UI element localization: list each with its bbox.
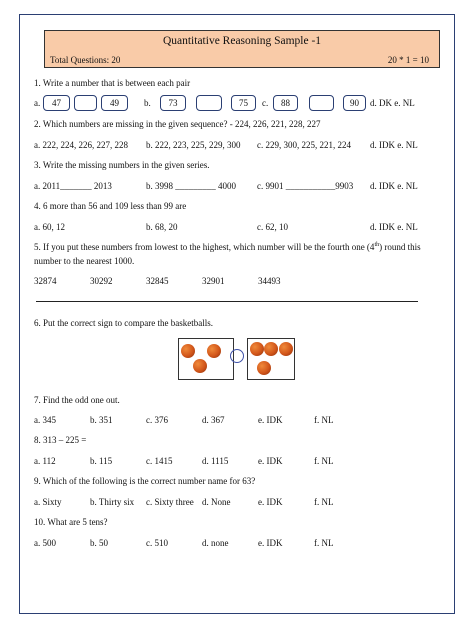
basketball-icon bbox=[279, 342, 293, 356]
q10-option: b. 50 bbox=[90, 538, 108, 548]
q2-option-c: c. 229, 300, 225, 221, 224 bbox=[257, 140, 351, 150]
q1-a-answer-box[interactable] bbox=[74, 95, 97, 111]
q9-option: f. NL bbox=[314, 497, 334, 507]
q7-option: a. 345 bbox=[34, 415, 56, 425]
q1-other-options: d. DK e. NL bbox=[370, 98, 415, 108]
q3-option-c: c. 9901 ___________9903 bbox=[257, 181, 354, 191]
q5-prompt-line2: number to the nearest 1000. bbox=[34, 256, 135, 266]
q8-option: e. IDK bbox=[258, 456, 283, 466]
q1-b-label: b. bbox=[144, 98, 151, 108]
q10-option: a. 500 bbox=[34, 538, 56, 548]
q2-option-b: b. 222, 223, 225, 229, 300 bbox=[146, 140, 241, 150]
q3-option-d: d. IDK e. NL bbox=[370, 181, 418, 191]
basketball-icon bbox=[207, 344, 221, 358]
q1-b-answer-box[interactable] bbox=[196, 95, 222, 111]
q4-prompt: 4. 6 more than 56 and 109 less than 99 are bbox=[34, 201, 187, 211]
q5-number: 34493 bbox=[258, 276, 281, 286]
q4-option-b: b. 68, 20 bbox=[146, 222, 178, 232]
q9-option: b. Thirty six bbox=[90, 497, 135, 507]
worksheet-title: Quantitative Reasoning Sample -1 bbox=[162, 35, 322, 47]
worksheet-header bbox=[44, 30, 440, 68]
q9-option: c. Sixty three bbox=[146, 497, 194, 507]
basketball-icon bbox=[181, 344, 195, 358]
q1-c-first-box: 88 bbox=[273, 95, 298, 111]
basketball-icon bbox=[257, 361, 271, 375]
q2-option-d: d. IDK e. NL bbox=[370, 140, 418, 150]
q5-prompt-tail: ) round this bbox=[379, 242, 421, 252]
q5-number: 30292 bbox=[90, 276, 113, 286]
q1-a-second-box: 49 bbox=[101, 95, 128, 111]
q5-prompt-text: 5. If you put these numbers from lowest to the highest, which number will be the fourth one (4 bbox=[34, 242, 375, 252]
q1-c-answer-box[interactable] bbox=[309, 95, 334, 111]
q5-number: 32874 bbox=[34, 276, 57, 286]
q5-number: 32901 bbox=[202, 276, 225, 286]
q1-c-label: c. bbox=[262, 98, 269, 108]
q1-a-first-box: 47 bbox=[43, 95, 70, 111]
q8-option: f. NL bbox=[314, 456, 334, 466]
q3-option-a: a. 2011_______ 2013 bbox=[34, 181, 112, 191]
q2-option-a: a. 222, 224, 226, 227, 228 bbox=[34, 140, 128, 150]
q9-prompt: 9. Which of the following is the correct number name for 63? bbox=[34, 476, 256, 486]
basketball-icon bbox=[250, 342, 264, 356]
q4-option-d: d. IDK e. NL bbox=[370, 222, 418, 232]
q8-option: d. 1115 bbox=[202, 456, 229, 466]
q4-option-a: a. 60, 12 bbox=[34, 222, 65, 232]
q1-c-second-box: 90 bbox=[343, 95, 366, 111]
q5-number: 32845 bbox=[146, 276, 169, 286]
q1-a-label: a. bbox=[34, 98, 41, 108]
q10-option: f. NL bbox=[314, 538, 334, 548]
q9-option: d. None bbox=[202, 497, 231, 507]
score-formula: 20 * 1 = 10 bbox=[387, 55, 429, 65]
q8-prompt: 8. 313 – 225 = bbox=[34, 435, 87, 445]
comparison-sign-circle[interactable] bbox=[230, 349, 244, 363]
q8-option: b. 115 bbox=[90, 456, 113, 466]
q10-prompt: 10. What are 5 tens? bbox=[34, 517, 108, 527]
basketball-icon bbox=[264, 342, 278, 356]
basketball-icon bbox=[193, 359, 207, 373]
q10-option: c. 510 bbox=[146, 538, 168, 548]
q7-option: f. NL bbox=[314, 415, 334, 425]
q7-option: b. 351 bbox=[90, 415, 113, 425]
q6-prompt: 6. Put the correct sign to compare the basketballs. bbox=[34, 318, 213, 328]
q1-prompt: 1. Write a number that is between each pair bbox=[34, 78, 191, 88]
left-basketball-box bbox=[178, 338, 234, 380]
q10-option: e. IDK bbox=[258, 538, 283, 548]
q8-option: c. 1415 bbox=[146, 456, 173, 466]
q7-prompt: 7. Find the odd one out. bbox=[34, 395, 120, 405]
q1-b-second-box: 75 bbox=[231, 95, 256, 111]
q4-option-c: c. 62, 10 bbox=[257, 222, 288, 232]
q7-option: d. 367 bbox=[202, 415, 225, 425]
q9-option: a. Sixty bbox=[34, 497, 62, 507]
q9-option: e. IDK bbox=[258, 497, 283, 507]
q3-prompt: 3. Write the missing numbers in the given series. bbox=[34, 160, 210, 170]
q7-option: c. 376 bbox=[146, 415, 168, 425]
right-basketball-box bbox=[247, 338, 295, 380]
q3-option-b: b. 3998 _________ 4000 bbox=[146, 181, 236, 191]
q5-answer-line[interactable] bbox=[36, 301, 418, 302]
q5-prompt-superscript: th bbox=[374, 242, 380, 248]
total-questions: Total Questions: 20 bbox=[50, 55, 121, 65]
q2-prompt: 2. Which numbers are missing in the given sequence? - 224, 226, 221, 228, 227 bbox=[34, 119, 321, 129]
q10-option: d. none bbox=[202, 538, 229, 548]
q8-option: a. 112 bbox=[34, 456, 56, 466]
q1-b-first-box: 73 bbox=[160, 95, 186, 111]
q5-prompt bbox=[34, 242, 421, 253]
q7-option: e. IDK bbox=[258, 415, 283, 425]
